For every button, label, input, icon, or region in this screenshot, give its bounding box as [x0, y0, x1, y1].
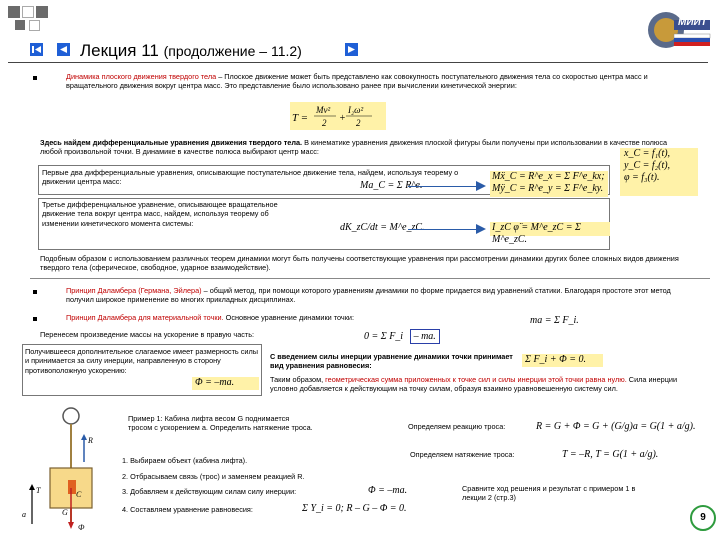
decor-square [8, 6, 20, 18]
similar-paragraph: Подобным образом с использованием различных теорем динамики могут быть получены соответствующие уравнения при рассмотрении динамики других более сложных видов движения твердого тела (сферическое, свободное, ударное взаимодействие). [40, 254, 679, 273]
box2-text: Третье дифференциальное уравнение, описывающее вращательное движение тела вокруг центра масс, найдем, используя теорему об изменении кинетического момента системы: [42, 200, 278, 228]
inertia-formula: Φ = –ma. [192, 377, 259, 390]
transfer-formula [364, 331, 440, 343]
box2-result: I_zC φ̈ = M^e_zC = Σ M^e_zC. [490, 222, 610, 236]
intro-term: Динамика плоского движения твердого тела [66, 72, 217, 81]
kin-eq-y: y_C = f₂(t), [624, 160, 671, 171]
transfer-formula-sum: 0 = Σ F_i [364, 331, 404, 342]
dalembert-p1-term: Принцип Даламбера (Германа, Эйлера) [66, 286, 202, 295]
equilibrium-lead: С введением силы инерции уравнение динамики точки принимает вид уравнения равновесия: [270, 352, 513, 371]
example-step-2: 2. Отбрасываем связь (трос) и заменяем реакцией R. [122, 472, 305, 481]
logo-icon [640, 6, 712, 50]
box2-formula: dK_zC/dt = M^e_zC. [340, 222, 425, 233]
kinematic-equations [620, 148, 698, 196]
compare-note: Сравните ход решения и результат с примером 1 в лекции 2 (стр.3) [462, 484, 636, 503]
arrow-right-icon [476, 181, 486, 191]
svg-text:Mv²: Mv² [316, 105, 331, 115]
example-statement: Пример 1: Кабина лифта весом G поднимается тросом с ускорением a. Определить натяжение троса. [128, 414, 313, 433]
svg-text:I₂ω²: I₂ω² [348, 105, 364, 115]
conclusion-red: геометрическая сумма приложенных к точке сил и силы инерции этой точки равна нулю. [325, 375, 627, 384]
kin-eq-phi: φ = f₃(t). [624, 172, 660, 183]
dalembert-p1 [66, 286, 676, 305]
dalembert-p1-text: – общий метод, при помощи которого уравнениям динамики по форме придается вид уравнений статики. Благодаря простоте этот метод получил широкое применение во многих прикладных дисциплинах. [66, 286, 671, 305]
box1-formula: Ma_C = Σ R^e. [360, 180, 423, 191]
transfer-text: Перенесем произведение массы на ускорение в правую часть: [40, 330, 255, 339]
arrow-down-icon [68, 522, 74, 529]
decor-square [29, 20, 40, 31]
fig-label-Phi: Ф [78, 523, 85, 532]
nav-prev-button[interactable] [57, 43, 70, 56]
bullet [33, 76, 37, 80]
tension-label: Определяем натяжение троса: [410, 450, 515, 459]
header-divider [8, 62, 708, 63]
diff-eq-paragraph [40, 138, 680, 157]
section-divider [30, 278, 710, 279]
cabin-mass [68, 480, 76, 494]
step3-formula: Φ = –ma. [368, 485, 408, 496]
intro-paragraph [66, 72, 676, 91]
transfer-formula-boxed: – ma. [410, 329, 440, 344]
svg-text:2: 2 [356, 118, 361, 128]
conclusion [270, 375, 700, 394]
decor-square [15, 20, 25, 30]
logo-text: МИИТ [678, 17, 707, 28]
box2-arrow [408, 229, 478, 230]
step4-formula: Σ Y_i = 0; R – G – Φ = 0. [302, 503, 407, 514]
dalembert-p2 [66, 313, 536, 322]
fig-label-G: G [62, 508, 68, 517]
svg-text:2: 2 [322, 118, 327, 128]
page-title [80, 41, 302, 61]
box1-result [490, 171, 608, 197]
fig-label-C: C [76, 490, 82, 499]
example-step-1: 1. Выбираем объект (кабина лифта). [122, 456, 248, 465]
dalembert-formula: ma = Σ F_i. [530, 315, 579, 326]
nav-next-button[interactable] [345, 43, 358, 56]
fig-label-R: R [88, 436, 93, 445]
prev-arrow-icon [57, 43, 70, 56]
skip-back-icon [30, 43, 43, 56]
page-number: 9 [700, 512, 706, 523]
page-number-badge [690, 505, 716, 531]
tension-formula: T = –R, T = G(1 + a/g). [562, 449, 659, 460]
reaction-label: Определяем реакцию троса: [408, 422, 506, 431]
elevator-diagram [28, 404, 120, 534]
title-lecture: Лекция 11 [80, 41, 159, 60]
svg-text:T =: T = [292, 112, 309, 124]
box1-result-y: Mÿ_C = R^e_y = Σ F^e_ky. [492, 183, 604, 194]
inertia-text: Получившееся дополнительное слагаемое имеет размерность силы и принимается за силу инерции, направленную в сторону противоположную ускорению: [25, 347, 258, 375]
next-arrow-icon [345, 43, 358, 56]
title-subtitle: (продолжение – 11.2) [163, 43, 302, 59]
arrow-up-icon [29, 484, 35, 490]
kinetic-energy-formula [290, 102, 386, 130]
box1-result-x: Mẍ_C = R^e_x = Σ F^e_kx; [492, 171, 605, 182]
nav-first-button[interactable] [30, 43, 43, 56]
fig-label-a: a [22, 510, 26, 519]
conclusion-b: Сила инерции условно добавляется к действующим на точку силам, образуя взаимно уравновешенную систему сил. [270, 375, 678, 394]
example-step-3: 3. Добавляем к действующим силам силу инерции: [122, 487, 297, 496]
box1-text: Первые два дифференциальные уравнения, описывающие поступательное движение тела, найдем, используя теорему о движении центра масс: [42, 168, 459, 187]
arrow-up-icon [81, 434, 87, 440]
equilibrium-formula: Σ F_i + Φ = 0. [522, 354, 603, 367]
diff-eq-text: В кинематике уравнения движения плоской фигуры были получены при использовании в качестве полюса любой произвольной точки. В динамике в качестве полюса выбирают центр масс: [40, 138, 668, 157]
pulley-icon [63, 408, 79, 424]
example-step-4: 4. Составляем уравнение равновесия: [122, 505, 253, 514]
dalembert-p2-term: Принцип Даламбера для материальной точки. [66, 313, 224, 322]
diff-eq-lead: Здесь найдем дифференциальные уравнения движения твердого тела. [40, 138, 303, 147]
decor-square [22, 6, 34, 18]
kin-eq-x: x_C = f₁(t), [624, 148, 671, 159]
box1-arrow [408, 186, 478, 187]
dalembert-p2-text: Основное уравнение динамики точки: [223, 313, 355, 322]
decor-square [36, 6, 48, 18]
bullet [33, 290, 37, 294]
arrow-right-icon [476, 224, 486, 234]
bullet [33, 317, 37, 321]
intro-text: – Плоское движение может быть представлено как совокупность поступательного движения тела со скоростью центра масс и вращательного движения вокруг центра масс. Это представление было использовано ранее при вычислении кинетической энергии: [66, 72, 648, 91]
conclusion-a: Таким образом, [270, 375, 326, 384]
svg-text:+: + [339, 113, 346, 124]
logo [640, 6, 712, 50]
reaction-formula: R = G + Φ = G + (G/g)a = G(1 + a/g). [536, 421, 696, 432]
fig-label-T: T [36, 486, 41, 495]
